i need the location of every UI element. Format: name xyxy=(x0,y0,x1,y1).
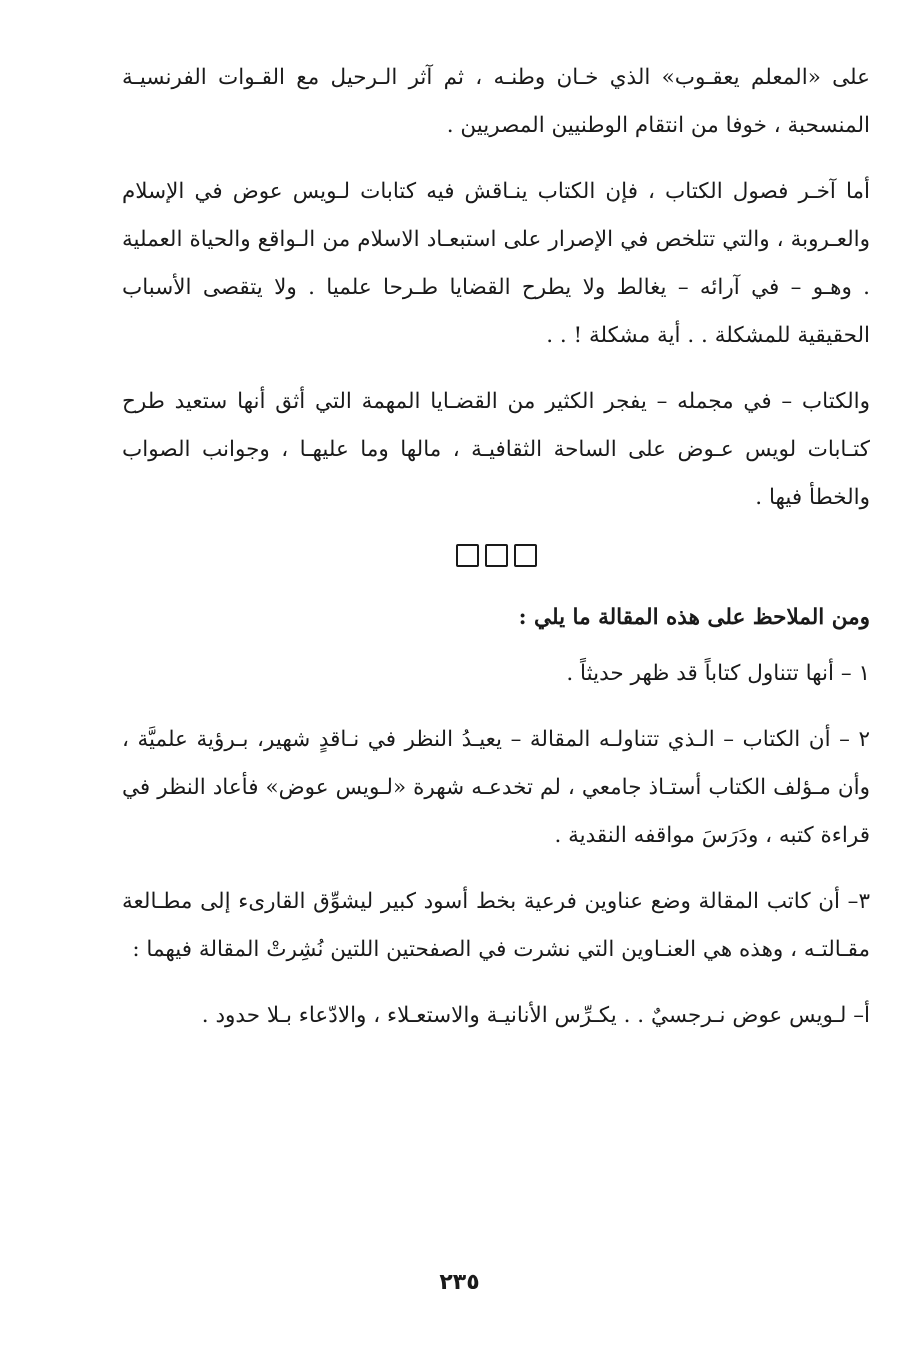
point-2: ٢ – أن الكتاب – الـذي تتناولـه المقالة – يعيـدُ النظر في نـاقدٍ شهير، بـرؤية علميَّة ، وأن مـؤلف الكتاب أستـاذ جامعي ، لم تخدعـه شهرة «لـويس عوض» فأعاد النظر في قراءة كتبه ، ودَرَسَ مواقفه النقدية . xyxy=(122,727,870,848)
separator-box-icon xyxy=(514,544,537,567)
section-separator xyxy=(122,544,870,572)
point-1: ١ – أنها تتناول كتاباً قد ظهر حديثاً . xyxy=(566,661,870,686)
separator-box-icon xyxy=(485,544,508,567)
paragraph-1: على «المعلم يعقـوب» الذي خـان وطنـه ، ثم آثر الـرحيل مع القـوات الفرنسيـة المنسحبة ، خوفا من انتقام الوطنيين المصريين . xyxy=(122,65,870,138)
page-number: ٢٣٥ xyxy=(439,1270,480,1295)
notes-heading: ومن الملاحظ على هذه المقالة ما يلي : xyxy=(518,605,870,630)
separator-box-icon xyxy=(456,544,479,567)
subpoint-a: أ– لـويس عوض نـرجسيٌ . . يكـرِّس الأنانيـة والاستعـلاء ، والادّعاء بـلا حدود . xyxy=(201,1003,870,1028)
paragraph-3: والكتاب – في مجمله – يفجر الكثير من القضـايا المهمة التي أثق أنها ستعيد طرح كتـابات لويس عـوض على الساحة الثقافيـة ، مالها وما عليهـا ، وجوانب الصواب والخطأ فيها . xyxy=(122,389,870,510)
point-3: ٣– أن كاتب المقالة وضع عناوين فرعية بخط أسود كبير ليشوِّق القارىء إلى مطـالعة مقـالتـه ، وهذه هي العنـاوين التي نشرت في الصفحتين اللتين نُشِرتْ المقالة فيهما : xyxy=(122,889,870,962)
paragraph-2: أما آخـر فصول الكتاب ، فإن الكتاب ينـاقش فيه كتابات لـويس عوض في الإسلام والعـروبة ، والتي تتلخص في الإصرار على استبعـاد الاسلام من الـواقع والحياة العملية . وهـو – في آرائه – يغالط ولا يطرح القضايا طـرحا علميا . ولا يتقصى الأسباب الحقيقية للمشكلة . . أية مشكلة ! . . xyxy=(122,179,870,348)
page-body xyxy=(122,54,870,1058)
